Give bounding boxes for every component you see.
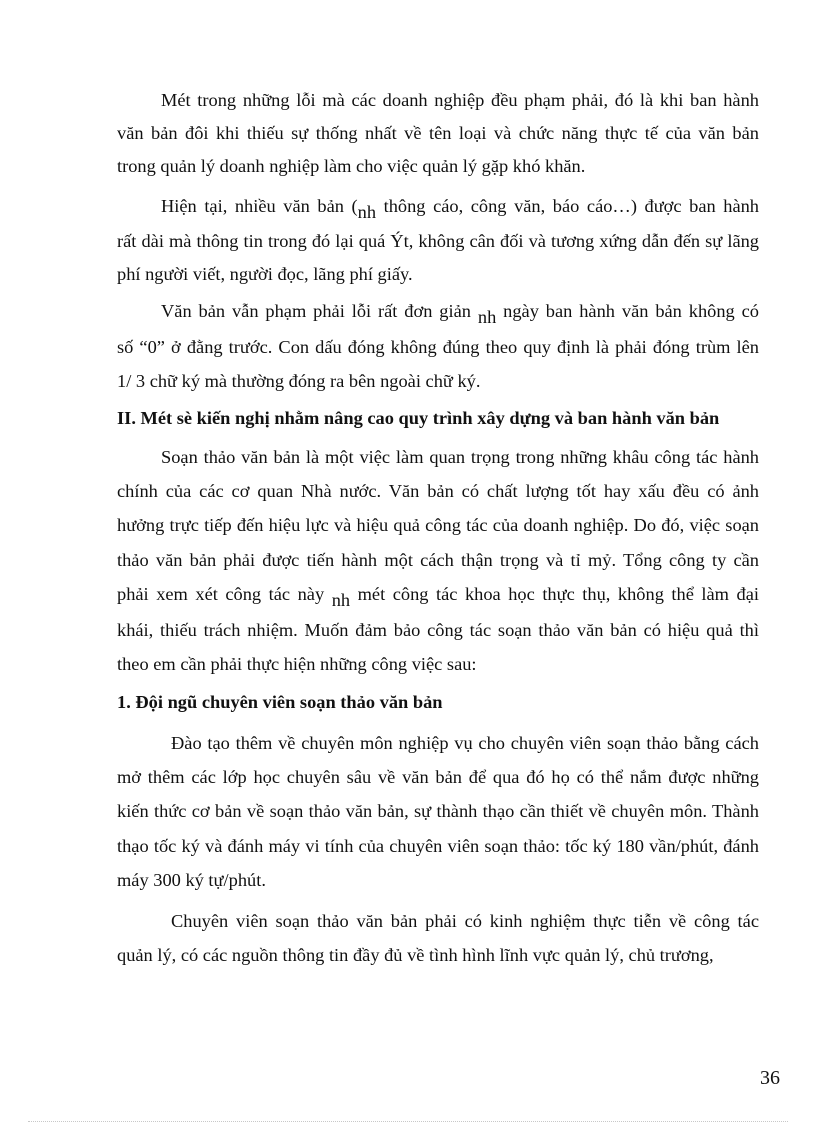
subscript-fragment: nh <box>477 307 497 327</box>
paragraph-line: Chuyên viên soạn thảo văn bản phải có kinh nghiệm thực tiễn về công tác <box>171 911 759 931</box>
paragraph-line: phải xem xét công tác này nh mét công tác khoa học thực thụ, không thể làm đại <box>117 584 759 610</box>
paragraph-line: phí người viết, người đọc, lãng phí giấy. <box>117 264 413 284</box>
page-bottom-divider <box>28 1121 788 1122</box>
paragraph-line: chính của các cơ quan Nhà nước. Văn bản có chất lượng tốt hay xấu đều có ảnh <box>117 481 759 501</box>
paragraph-line: theo em cần phải thực hiện những công việc sau: <box>117 654 477 674</box>
paragraph-line: Đào tạo thêm về chuyên môn nghiệp vụ cho chuyên viên soạn thảo bằng cách <box>171 733 759 753</box>
paragraph-line: rất dài mà thông tin trong đó lại quá Ýt, không cân đối và tương xứng dẫn đến sự lãng <box>117 231 759 251</box>
paragraph-line: thạo tốc ký và đánh máy vi tính của chuyên viên soạn thảo: tốc ký 180 vần/phút, đánh <box>117 836 759 856</box>
paragraph-line: Văn bản vẫn phạm phải lỗi rất đơn giản nh ngày ban hành văn bản không có <box>161 301 759 327</box>
paragraph-line: trong quản lý doanh nghiệp làm cho việc quản lý gặp khó khăn. <box>117 156 586 176</box>
subscript-fragment: nh <box>357 202 377 222</box>
page-number: 36 <box>760 1067 780 1089</box>
paragraph-line: kiến thức cơ bản về soạn thảo văn bản, sự thành thạo cần thiết về chuyên môn. Thành <box>117 801 759 821</box>
paragraph-line: quản lý, có các nguồn thông tin đầy đủ về tình hình lĩnh vực quản lý, chủ trương, <box>117 945 714 965</box>
paragraph-line: số “0” ở đằng trước. Con dấu đóng không đúng theo quy định là phải đóng trùm lên <box>117 337 759 357</box>
paragraph-line: Soạn thảo văn bản là một việc làm quan trọng trong những khâu công tác hành <box>161 447 759 467</box>
paragraph-line: máy 300 ký tự/phút. <box>117 870 266 890</box>
paragraph-line: khái, thiếu trách nhiệm. Muốn đảm bảo công tác soạn thảo văn bản có hiệu quả thì <box>117 620 759 640</box>
paragraph-line: Hiện tại, nhiều văn bản (nh thông cáo, công văn, báo cáo…) được ban hành <box>161 196 759 222</box>
paragraph-line: Mét trong những lỗi mà các doanh nghiệp đều phạm phải, đó là khi ban hành <box>161 90 759 110</box>
paragraph-line: văn bản đôi khi thiếu sự thống nhất về tên loại và chức năng thực tế của văn bản <box>117 123 759 143</box>
paragraph-line: thảo văn bản phải được tiến hành một cách thận trọng và tỉ mỷ. Tổng công ty cần <box>117 550 759 570</box>
paragraph-line: mở thêm các lớp học chuyên sâu về văn bản để qua đó họ có thể nắm được những <box>117 767 759 787</box>
subscript-fragment: nh <box>331 590 351 610</box>
paragraph-line: hưởng trực tiếp đến hiệu lực và hiệu quả công tác của doanh nghiệp. Do đó, việc soạn <box>117 515 759 535</box>
paragraph-line: 1/ 3 chữ ký mà thường đóng ra bên ngoài chữ ký. <box>117 371 481 391</box>
section-heading: II. Mét sè kiến nghị nhằm nâng cao quy trình xây dựng và ban hành văn bản <box>117 408 720 428</box>
subsection-heading: 1. Đội ngũ chuyên viên soạn thảo văn bản <box>117 692 443 712</box>
